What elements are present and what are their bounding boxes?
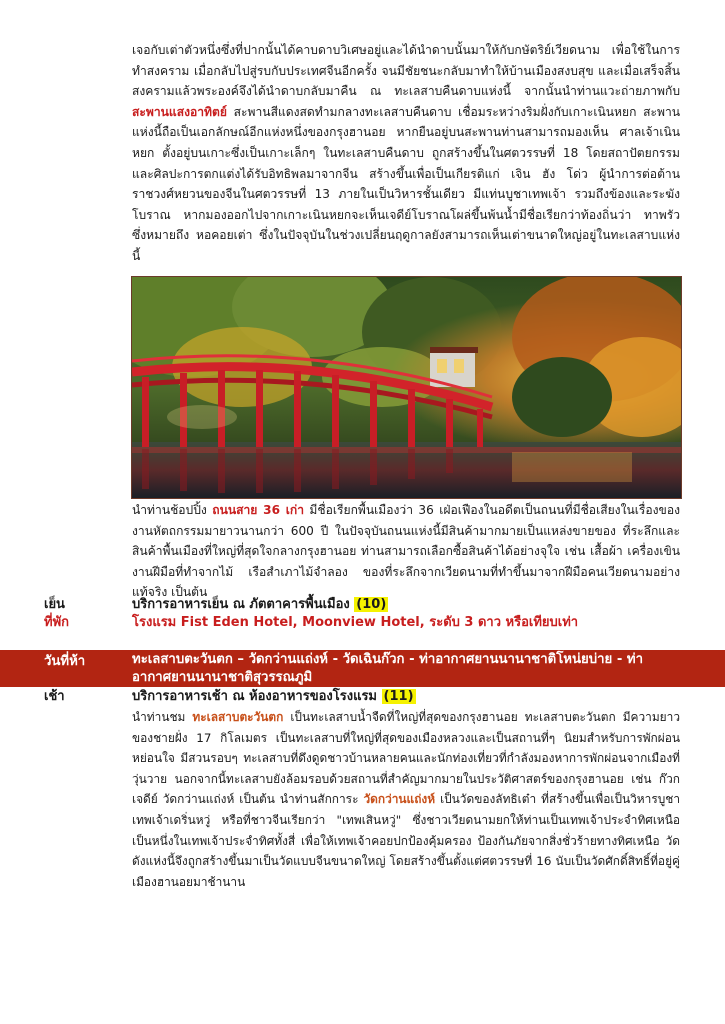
place-highlight-quan-thanh: วัดกว่านแถ่งห์ xyxy=(363,792,436,807)
place-highlight-sun-bridge: สะพานแสงอาทิตย์ xyxy=(132,104,227,119)
hotel-row xyxy=(0,614,725,632)
day-label: วันที่ห้า xyxy=(44,654,86,669)
red-bridge-photo xyxy=(131,276,682,499)
dinner-row xyxy=(0,596,725,614)
dinner-label: เย็น xyxy=(44,597,65,612)
day-five-header xyxy=(0,650,725,687)
hotel-text: โรงแรม Fist Eden Hotel, Moonview Hotel, ระดับ 3 ดาว หรือเทียบเท่า xyxy=(132,615,579,630)
paragraph-old-quarter: นำท่านช้อปปิ้ง ถนนสาย 36 เก่า มีชื่อเรียกพื้นเมืองว่า 36 เฝ่อเฟืองในอดีตเป็นถนนที่มีชื่อเสียงในเรื่องของงานหัตถกรรมมายาวนานกว่า 600 ปี ในปัจจุบันถนนแห่งนี้มีสินค้ามากมายเป็นแหล่งขายของ ที่ระลึกและสินค้าพื้นเมืองที่ใหญ่ที่สุดใจกลางกรุงฮานอย ท่านสามารถเลือกซื้อสินค้าได้อย่างจุใจ เช่น เสื้อผ้า เครื่องเขิน งานฝีมือที่ทำจากไม้ เรือสำเภาไม้จำลอง ของที่ระลึกจากเวียดนามที่ทำขึ้นมาจากฝีมือคนเวียดนามอย่างแท้จริง เป็นต้น xyxy=(132,503,680,600)
breakfast-label: เช้า xyxy=(44,689,65,704)
paragraph-west-lake: นำท่านชม ทะเลสาบตะวันตก เป็นทะเลสาบน้ำจืดที่ใหญ่ที่สุดของกรุงฮานอย ทะเลสาบตะวันตก มีความยาวของชายฝั่ง 17 กิโลเมตร เป็นทะเลสาบที่ใหญ่ที่สุดของเมืองหลวงและเป็นสถานที่ๆ นิยมสำหรับการพักผ่อนหย่อนใจ มีสวนรอบๆ ทะเลสาบที่ดึงดูดชาวบ้านหลายคนและนักท่องเที่ยวที่กำลังมองหาการพักผ่อนจากเมืองที่วุ่นวาย นอกจากนี้ทะเลสาบยังล้อมรอบด้วยสถานที่สำคัญมากมายในประวัติศาสตร์ของกรุงฮานอย เช่น ก๊วกเจดีย์ วัดกว่านแถ่งห์ เป็นต้น นำท่านสักการะ วัดกว่านแถ่งห์ เป็นวัดของลัทธิเต๋า ที่สร้างขึ้นเพื่อเป็นวิหารบูชาเทพเจ้าเดริ่นหวู่ หรือที่ชาวจีนเรียกว่า "เทพเสินหวู่" ซึ่งชาวเวียดนามยกให้ท่านเป็นเทพเจ้าประจำทิศเหนือ เป็นหนึ่งในเทพเจ้าประจำทิศทั้งสี่ เพื่อให้เทพเจ้าคอยปกป้องคุ้มครอง ป้องกันภัยจากสิ่งชั่วร้ายทางทิศเหนือ วัดดังแห่งนี้จึงถูกสร้างขึ้นมาเป็นวัดแบบจีนขนาดใหญ่ โดยสร้างขึ้นตั้งแต่ศตวรรษที่ 16 นับเป็นวัดศักดิ์สิทธิ์ที่อยู่คู่เมืองฮานอยมาช้านาน xyxy=(132,710,681,889)
day-title: ทะเลสาบตะวันตก – วัดกว่านแถ่งห์ - วัดเฉินก๊วก - ท่าอากาศยานนานาชาติโหน่ยบ่าย - ท่าอากาศยานนานาชาติสุวรรณภูมิ xyxy=(132,652,644,685)
place-highlight-36-streets: ถนนสาย 36 เก่า xyxy=(212,503,305,517)
meal-number-badge: (10) xyxy=(356,597,387,612)
place-highlight-west-lake: ทะเลสาบตะวันตก xyxy=(192,710,284,724)
paragraph-huc-bridge: เจอกับเต่าตัวหนึ่งซึ่งที่ปากนั้นได้คาบดาบวิเศษอยู่และได้นำดาบนั้นมาให้กับกษัตริย์เวียดนาม เพื่อใช้ในการทำสงคราม เมื่อกลับไปสู่รบกับประเทศจีนอีกครั้ง จนมีชัยชนะกลับมาทำให้บ้านเมืองสงบสุข และเมื่อเสร็จสิ้นสงครามแล้วพระองค์จึงได้นำดาบกลับมาคืน ณ ทะเลสาบคืนดาบแห่งนี้ จากนั้นนำท่านแวะถ่ายภาพกับ สะพานแสงอาทิตย์ สะพานสีแดงสดทำมกลางทะเลสาบคืนดาบ เชื่อมระหว่างริมฝั่งกับเกาะเนินหยก สะพานแห่งนี้ถือเป็นเอกลักษณ์อีกแห่งหนึ่งของกรุงฮานอย หากยืนอยู่บนสะพานท่านสามารถมองเห็น ศาลเจ้าเนินหยก ตั้งอยู่บนเกาะซึ่งเป็นเกาะเล็กๆ ในทะเลสาบคืนดาบ ถูกสร้างขึ้นในศตวรรษที่ 18 โดยสถาปัตยกรรมและศิลปะการตกแต่งได้รับอิทธิพลมาจากจีน สร้างขึ้นเพื่อเป็นเกียรติแก่ เจิน ฮัง โด่ว ผู้นำการต่อต้านราชวงศ์หยวนของจีนในศตวรรษที่ 13 ภายในเป็นวิหารชั้นเดียว มีแท่นบูชาเทพเจ้า รวมถึงข้องและระฆังโบราณ หากมองออกไปจากเกาะเนินหยกจะเห็นเจดีย์โบราณโผล่ขึ้นพ้นน้ำมีชื่อเรียกว่าท้องถิ่นว่า ทาพรัว ซึ่งหมายถึง หอคอยเต่า ซึ่งในปัจจุบันในช่วงเปลี่ยนฤดูกาลยังสามารถเห็นเต่าขนาดใหญ่อยู่ในทะเลสาบแห่งนี้ xyxy=(132,43,680,263)
dinner-text: บริการอาหารเย็น ณ ภัตตาคารพื้นเมือง (10) xyxy=(132,597,387,612)
meal-number-badge: (11) xyxy=(383,689,414,704)
hotel-label: ที่พัก xyxy=(44,615,70,630)
breakfast-text: บริการอาหารเช้า ณ ห้องอาหารของโรงแรม (11) xyxy=(132,689,414,704)
breakfast-row xyxy=(0,688,725,706)
